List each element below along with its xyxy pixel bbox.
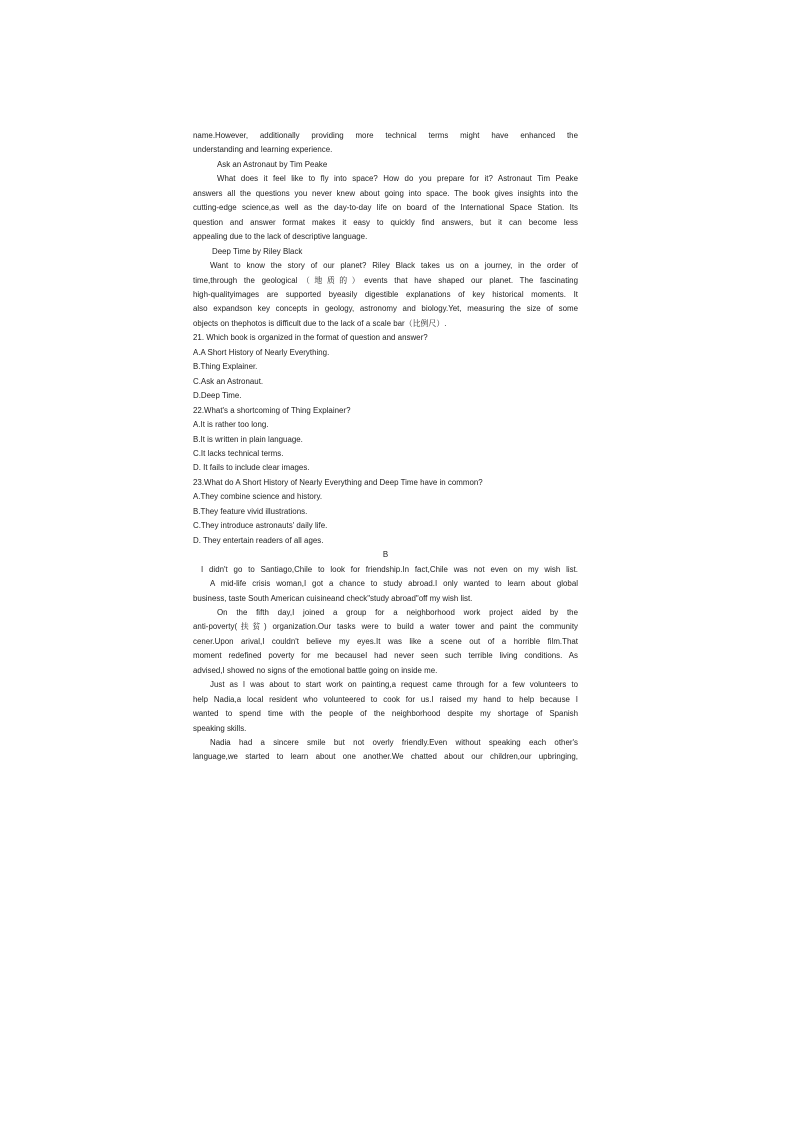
- text-line: appealing due to the lack of descriptive language.: [193, 232, 368, 242]
- text-line: cutting-edge science,as well as the day-to-day life on board of the International Space Station. Its: [193, 203, 578, 213]
- section-heading: B: [382, 550, 389, 560]
- question-21: 21. Which book is organized in the format of question and answer?: [193, 333, 428, 343]
- document-page: [193, 129, 578, 765]
- option: B.It is written in plain language.: [193, 434, 303, 444]
- option: B.They feature vivid illustrations.: [193, 506, 308, 516]
- option: C.It lacks technical terms.: [193, 448, 284, 458]
- text-line: speaking skills.: [193, 723, 247, 733]
- text-line: also expandson key concepts in geology, astronomy and biology.Yet, measuring the size of some: [193, 304, 578, 314]
- text-line: Nadia had a sincere smile but not overly friendly.Even without speaking each other's: [210, 738, 578, 748]
- text-line: On the fifth day,I joined a group for a neighborhood work project aided by the: [217, 607, 578, 617]
- option: D. It fails to include clear images.: [193, 463, 310, 473]
- text-line: Just as I was about to start work on painting,a request came through for a few volunteers to: [210, 680, 578, 690]
- option: C.Ask an Astronaut.: [193, 376, 264, 386]
- text-line: understanding and learning experience.: [193, 145, 333, 155]
- text-line: answers all the questions you never knew about going into space. The book gives insights into the: [193, 188, 578, 198]
- option: A.They combine science and history.: [193, 492, 323, 502]
- text-line: wanted to spend time with the people of the neighborhood despite my shortage of Spanish: [193, 709, 578, 719]
- book-title: Deep Time by Riley Black: [212, 246, 303, 256]
- text-line: advised,I showed no signs of the emotional battle going on inside me.: [193, 665, 438, 675]
- book-title: Ask an Astronaut by Tim Peake: [217, 159, 328, 169]
- question-23: 23.What do A Short History of Nearly Everything and Deep Time have in common?: [193, 477, 483, 487]
- text-line: cener.Upon arival,I couldn't believe my eyes.It was like a scene out of a horrible film.That: [193, 636, 578, 646]
- text-line: I didn't go to Santiago,Chile to look for friendship.In fact,Chile was not even on my wish list.: [201, 564, 578, 574]
- text-line: business, taste South American cuisineand check"study abroad"off my wish list.: [193, 593, 473, 603]
- option: A.It is rather too long.: [193, 420, 269, 430]
- text-line: anti-poverty(扶贫) organization.Our tasks were to build a water tower and paint the community: [193, 622, 578, 632]
- text-line: time,through the geological（地质的）events that have shaped our planet. The fascinating: [193, 275, 578, 285]
- text-line: question and answer format makes it easy to quickly find answers, but it can become less: [193, 217, 578, 227]
- text-line: A mid-life crisis woman,I got a chance to study abroad.I only wanted to learn about global: [210, 579, 578, 589]
- option: D.Deep Time.: [193, 391, 242, 401]
- text-line: name.However, additionally providing more technical terms might have enhanced the: [193, 131, 578, 140]
- text-line: Want to know the story of our planet? Riley Black takes us on a journey, in the order of: [210, 261, 578, 271]
- text-line: help Nadia,a local resident who volunteered to cook for us.I raised my hand to help because I: [193, 694, 578, 704]
- text-line: moment redefined poverty for me becauseI had never seen such terrible living conditions. As: [193, 651, 578, 661]
- text-line: language,we started to learn about one another.We chatted about our children,our upbringing,: [193, 752, 578, 762]
- text-line: high-qualityimages are supported byeasily digestible explanations of key historical moments. It: [193, 289, 578, 299]
- question-22: 22.What's a shortcoming of Thing Explainer?: [193, 405, 351, 415]
- text-line: objects on thephotos is difficult due to the lack of a scale bar（比例尺）.: [193, 318, 447, 328]
- text-line: What does it feel like to fly into space? How do you prepare for it? Astronaut Tim Peake: [217, 174, 578, 184]
- option: A.A Short History of Nearly Everything.: [193, 347, 330, 357]
- option: B.Thing Explainer.: [193, 362, 258, 372]
- option: D. They entertain readers of all ages.: [193, 535, 324, 545]
- option: C.They introduce astronauts' daily life.: [193, 521, 328, 531]
